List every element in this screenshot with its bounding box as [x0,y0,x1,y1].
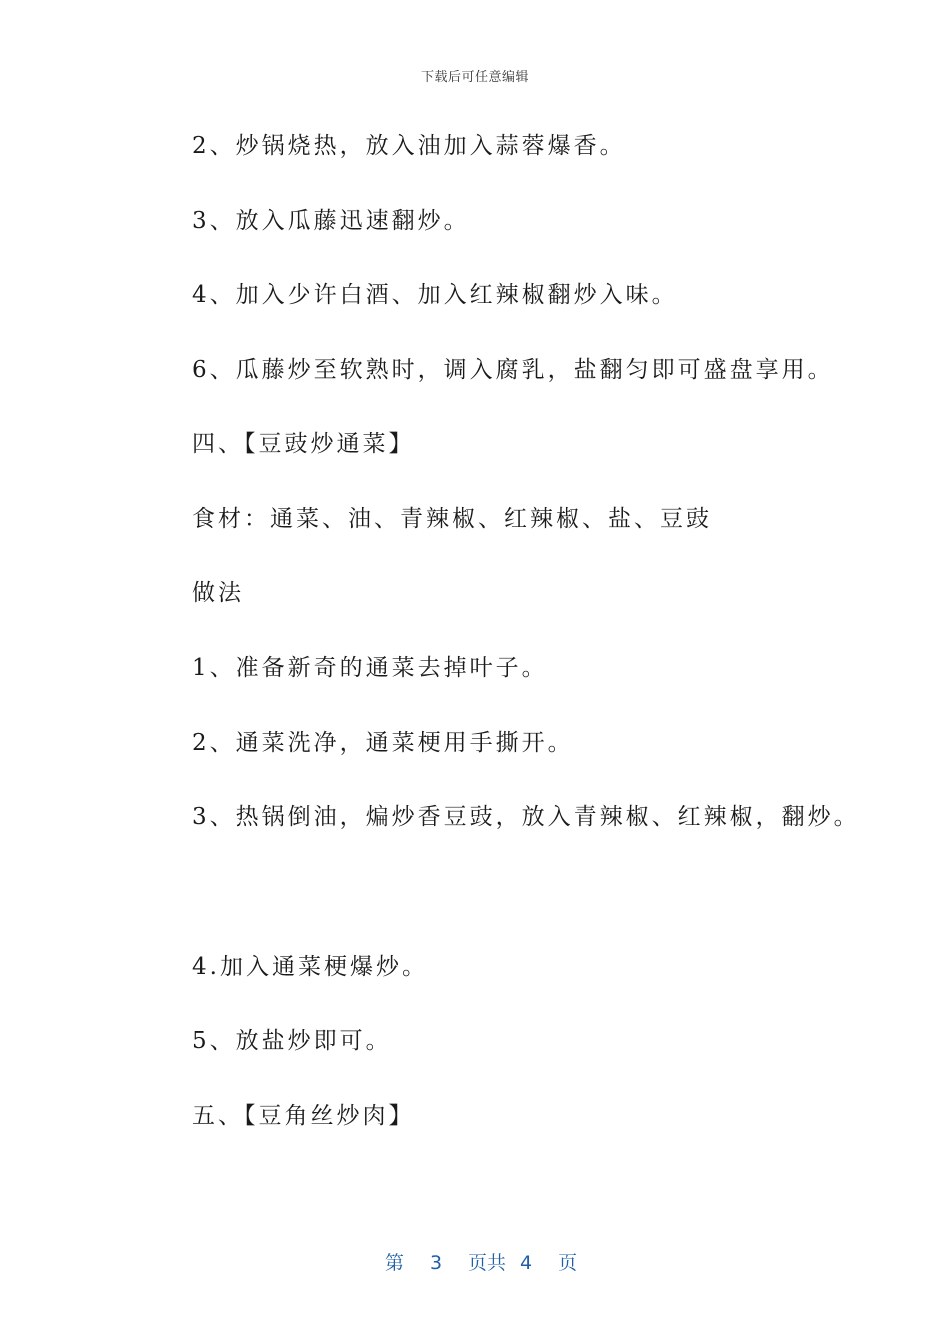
ingredients-line: 食材：通菜、油、青辣椒、红辣椒、盐、豆豉 [192,506,712,532]
step-line: 6、瓜藤炒至软熟时，调入腐乳，盐翻匀即可盛盘享用。 [192,357,834,383]
section-heading: 四、【豆豉炒通菜】 [192,431,415,457]
step-line: 4、加入少许白酒、加入红辣椒翻炒入味。 [192,282,678,308]
footer-current-page: 3 [429,1252,443,1274]
step-line: 2、通菜洗净，通菜梗用手撕开。 [192,730,574,756]
step-line: 4.加入通菜梗爆炒。 [192,954,428,980]
step-line: 5、放盐炒即可。 [192,1028,392,1054]
method-label: 做法 [192,580,244,606]
step-line: 1、准备新奇的通菜去掉叶子。 [192,655,548,681]
step-line: 2、炒锅烧热，放入油加入蒜蓉爆香。 [192,133,626,159]
section-heading: 五、【豆角丝炒肉】 [192,1103,415,1129]
page-footer [0,1226,950,1275]
step-line: 3、热锅倒油，煸炒香豆豉，放入青辣椒、红辣椒，翻炒。 [192,804,860,830]
footer-suffix: 页 [558,1252,578,1274]
footer-prefix: 第 [384,1252,404,1274]
step-line: 3、放入瓜藤迅速翻炒。 [192,208,470,234]
footer-middle: 页共 [468,1252,507,1274]
footer-total-pages: 4 [520,1252,533,1274]
header-note: 下载后可任意编辑 [420,70,529,85]
